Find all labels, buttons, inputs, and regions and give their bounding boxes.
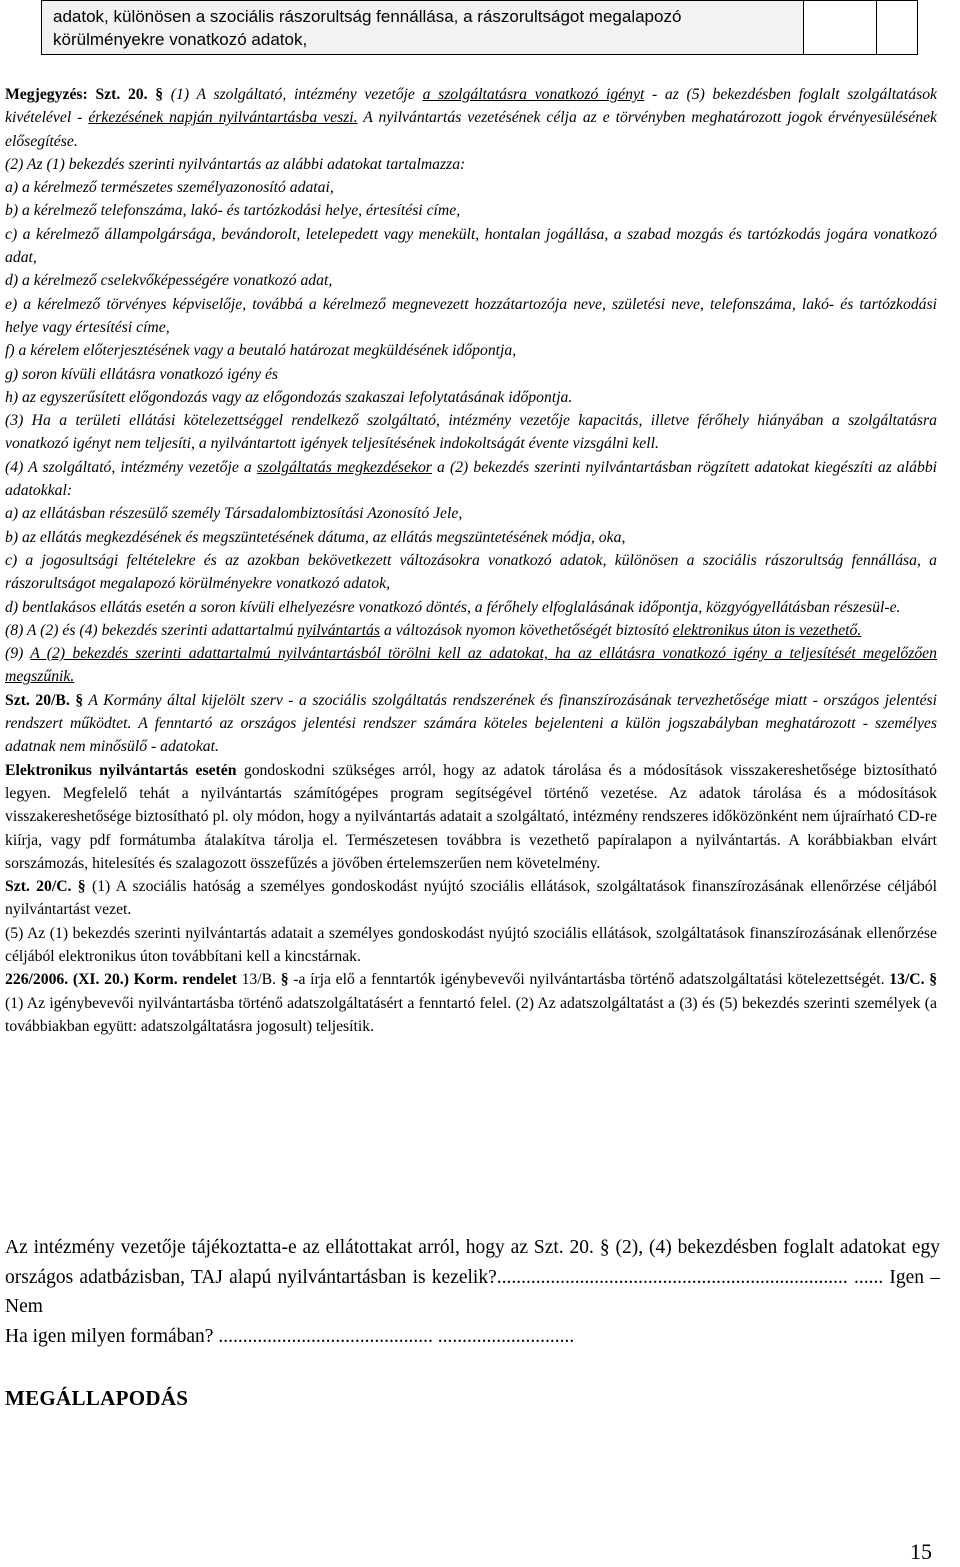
list-item: c) a kérelmező állampolgársága, bevándorolt, letelepedett vagy menekült, hontalan jogállása, a szabad mozgás és tartózkodás jogára vonatkozó adat, <box>5 225 937 267</box>
list-item: e) a kérelmező törvényes képviselője, továbbá a kérelmező megnevezett hozzátartozója neve, születési neve, telefonszáma, lakó- és tartózkodási helye vagy értesítési címe, <box>5 295 937 336</box>
note-paragraph-8 <box>5 619 937 642</box>
underlined-run: nyilvántartás <box>297 621 381 639</box>
note-paragraph-electronic <box>5 759 937 875</box>
text-run: 13/B. <box>241 971 277 989</box>
section-sign: § <box>75 691 84 709</box>
section-sign: § <box>280 971 289 989</box>
note-paragraph-2: (2) Az (1) bekezdés szerinti nyilvántartás az alábbi adatokat tartalmazza: <box>5 155 466 173</box>
list-item: b) az ellátás megkezdésének és megszüntetésének dátuma, az ellátás megszüntetésének módja, oka, <box>5 528 626 546</box>
note-paragraph-4 <box>5 456 937 503</box>
text-run: gondoskodni szükséges arról, hogy az adatok tárolása és a módosítások visszakereshetősége biztosítható legyen. Megfelelő tehát a nyilvántartás számítógépes program segítségével történő vezetése. Az adatok tárolása és a módosítások visszakereshetősége biztosítható pl. oly módon, hogy a nyilvántartás adatait a szolgáltató, intézmény rendszeres időközönként nem újraírható CD-re kiírja, vagy pdf formátumba átalakítva tárolja el. Természetesen továbbra is vezethető papíralapon a nyilvántartás. A korábbiakban elvárt sorszámozás, hitelesítés és szalagozott összefűzés a jövőben értelemszerűen nem követelmény. <box>5 761 937 872</box>
table-cell-empty <box>876 1 917 55</box>
underlined-run: a szolgáltatásra vonatkozó igényt <box>422 86 645 103</box>
list-item: d) bentlakásos ellátás esetén a soron kívüli elhelyezésre vonatkozó döntés, a férőhely elfoglalásának időpontja, közgyógyellátásban részesül-e. <box>5 598 901 616</box>
note-paragraph-20b <box>5 689 937 759</box>
section-ref: Szt. 20/C. <box>5 878 72 896</box>
text-run: (1) A szolgáltató, intézmény vezetője <box>170 86 415 103</box>
section-ref: Szt. 20/B. <box>5 691 70 709</box>
underlined-run: elektronikus úton is vezethető. <box>672 621 862 639</box>
text-run: (2), (4) bekezdésben foglalt adatokat egy országos adatbázisban, TAJ alapú nyilvántartásban is kezelik?........................................................................ ...... Igen – Nem <box>5 1237 940 1317</box>
top-table <box>41 0 918 55</box>
section-sign: § <box>77 878 86 896</box>
text-run: (9) <box>5 645 24 663</box>
regulation-ref: 226/2006. (XI. 20.) Korm. rendelet <box>5 971 237 989</box>
underlined-run: érkezésének napján nyilvántartásba veszi. <box>88 109 358 127</box>
note-paragraph-9 <box>5 642 937 689</box>
section-ref: 13/C. <box>889 971 925 989</box>
bold-label: Elektronikus nyilvántartás esetén <box>5 761 237 779</box>
note-paragraph-korm <box>5 968 937 1038</box>
note-paragraph-1 <box>5 83 937 153</box>
question-line <box>5 1233 940 1322</box>
question-block <box>5 1233 940 1351</box>
text-run: A nyilvántartás vezetésének célja az e törvényben meghatározott jogok érvényesülésének elősegítése. <box>5 109 938 150</box>
underlined-run: A (2) bekezdés szerinti adattartalmú nyilvántartásból törölni kell az adatokat, ha az ellátásra vonatkozó igény a teljesítését megelőzően megszűnik. <box>5 645 937 686</box>
text-run: a (2) bekezdés szerinti nyilvántartásban rögzített adatokat kiegészíti az alábbi adatokkal: <box>5 458 938 500</box>
text-run: a változások nyomon követhetőségét biztosító <box>383 621 669 639</box>
list-item: a) az ellátásban részesülő személy Társadalombiztosítási Azonosító Jele, <box>5 505 463 523</box>
note-paragraph-20c-5: (5) Az (1) bekezdés szerinti nyilvántartás adatait a személyes gondoskodást nyújtó szociális ellátások, szolgáltatások finanszírozásának ellenőrzése céljából elektronikus úton továbbítani kell a kincstárnak. <box>5 924 937 965</box>
table-cell-text <box>42 1 804 55</box>
question-followup: Ha igen milyen formában? ............................................ ............................ <box>5 1325 575 1347</box>
section-heading: MEGÁLLAPODÁS <box>5 1386 189 1410</box>
text-run: A Kormány által kijelölt szerv - a szociális szolgáltatás rendszerének és finanszírozásának tervezhetősége miatt - országos jelentési rendszert működtet. A fenntartó az országos jelentési rendszer számára köteles bejelenteni a külön jogszabályban meghatározott - személyes adatnak nem minősülő - adatokat. <box>5 691 938 756</box>
text-run: (4) A szolgáltató, intézmény vezetője a <box>5 458 252 476</box>
underlined-run: szolgáltatás megkezdésekor <box>256 458 432 476</box>
list-item: b) a kérelmező telefonszáma, lakó- és tartózkodási helye, értesítési címe, <box>5 202 461 220</box>
note-ref: Szt. 20. <box>95 86 148 103</box>
text-run: (1) Az igénybevevői nyilvántartásba történő adatszolgáltatásért a fenntartó felel. (2) Az adatszolgáltatást a (3) és (5) bekezdés szerinti személyek (a továbbiakban együtt: adatszolgáltatásra jogosult) teljesítik. <box>5 994 937 1035</box>
section-sign: § <box>155 86 164 103</box>
list-item: c) a jogosultsági feltételekre és az azokban bekövetkezett változásokra vonatkozó adatok, különösen a szociális rászorultság fennállása, a rászorultságot megalapozó körülményekre vonatkozó adatok, <box>5 551 937 593</box>
list-item: g) soron kívüli ellátásra vonatkozó igény és <box>5 365 279 383</box>
table-cell-empty <box>803 1 876 55</box>
note-paragraph-3: (3) Ha a területi ellátási kötelezettséggel rendelkező szolgáltató, intézmény vezetője kapacitás, illetve férőhely hiányában a szolgáltatásra vonatkozó igényt nem teljesíti, a nyilvántartott igények teljesítésének indokoltságát évente vizsgálni kell. <box>5 412 937 453</box>
text-run: (1) A szociális hatóság a személyes gondoskodást nyújtó szociális ellátások, szolgáltatások finanszírozásának ellenőrzése céljából nyilvántartást vezet. <box>5 878 937 919</box>
note-section <box>5 83 937 1038</box>
list-item: h) az egyszerűsített előgondozás vagy az előgondozás szakaszai lefolytatásának időpontja. <box>5 388 573 406</box>
list-item: a) a kérelmező természetes személyazonosító adatai, <box>5 179 334 197</box>
text-run: Az intézmény vezetője tájékoztatta-e az ellátottakat arról, hogy az Szt. 20. <box>5 1237 594 1258</box>
text-run: -a írja elő a fenntartók igénybevevői nyilvántartásba történő adatszolgáltatási kötelezettségét. <box>293 971 885 989</box>
table-cell-label: adatok, különösen a szociális rászorultság fennállása, a rászorultságot megalapozó körülményekre vonatkozó adatok, <box>53 7 682 49</box>
page-number: 15 <box>910 1539 932 1564</box>
section-sign: § <box>929 971 938 989</box>
list-item: d) a kérelmező cselekvőképességére vonatkozó adat, <box>5 272 333 290</box>
list-item: f) a kérelem előterjesztésének vagy a beutaló határozat megküldésének időpontja, <box>5 342 517 360</box>
note-paragraph-20c <box>5 875 937 922</box>
note-label: Megjegyzés: <box>5 86 88 103</box>
text-run: - az (5) bekezdésben foglalt szolgáltatások kivételével - <box>5 86 938 127</box>
text-run: (8) A (2) és (4) bekezdés szerinti adattartalmú <box>5 621 294 639</box>
section-sign: § <box>599 1237 610 1258</box>
